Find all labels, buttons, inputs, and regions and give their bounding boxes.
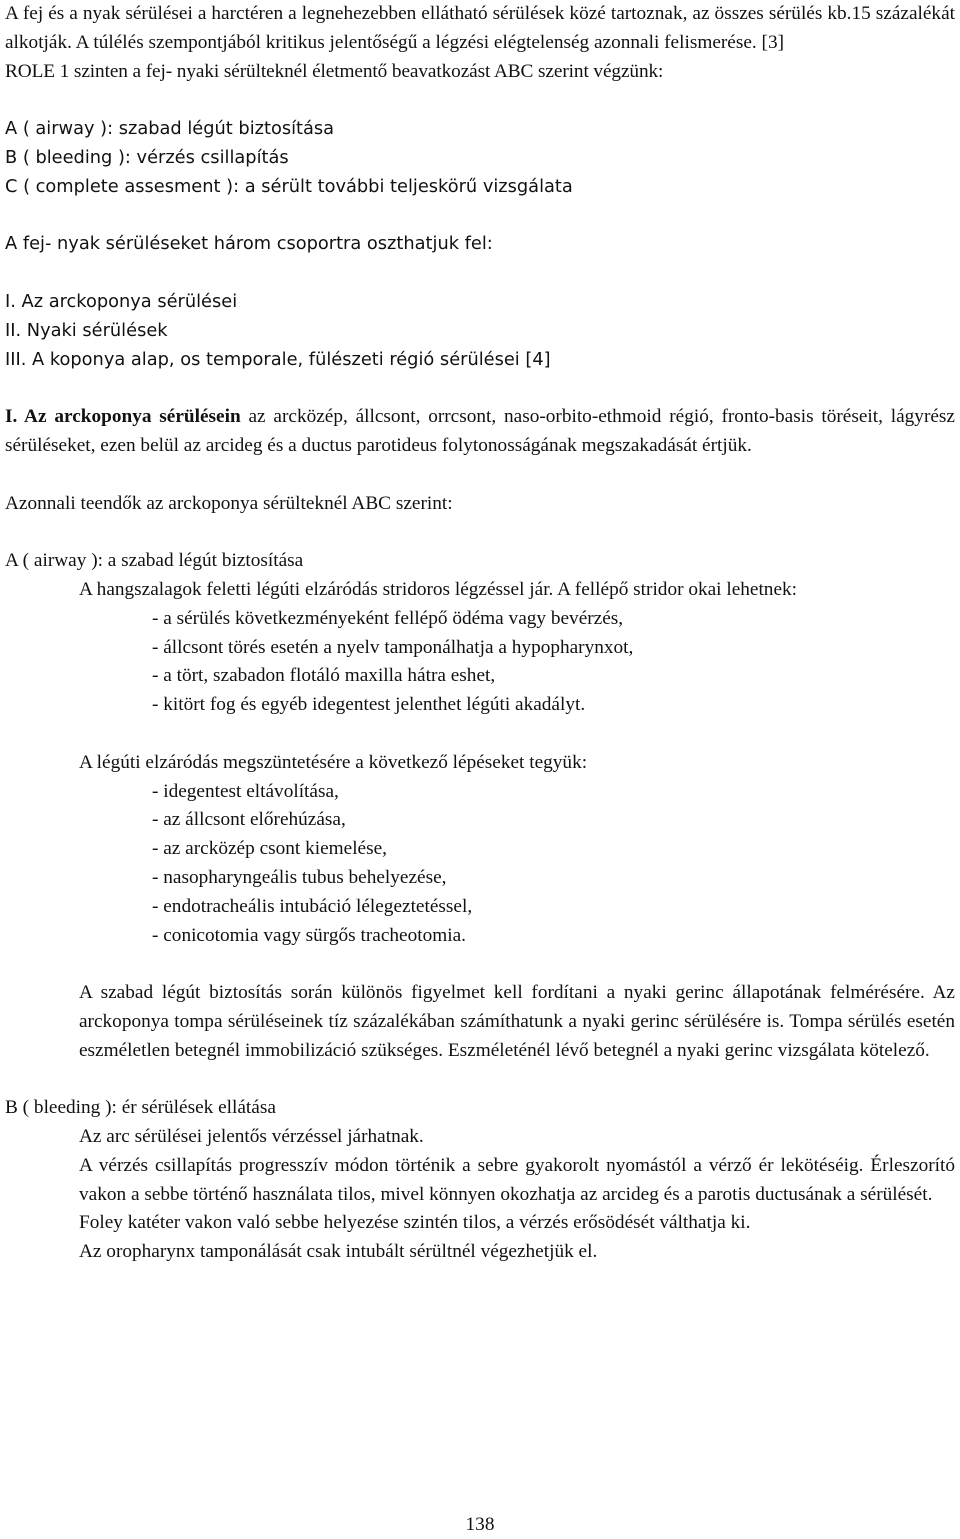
bleeding-heading: B ( bleeding ): ér sérülések ellátása: [5, 1097, 276, 1119]
section1-text: az arcközép, állcsont, orrcsont, naso-orbito-ethmoid régió, fronto-basis töréseit, lágyrész sérüléseket, ezen belül az arcideg és a ductus parotideus folytonosságának megszakadását értjük.: [5, 406, 955, 456]
section1-lead: I. Az arckoponya sérülésein: [5, 406, 241, 428]
abc-item: A ( airway ): szabad légút biztosítása: [5, 118, 335, 140]
bleeding-line: Az oropharynx tamponálását csak intubált sérültnél végezhetjük el.: [79, 1241, 598, 1263]
intro-paragraph: A fej és a nyak sérülései a harctéren a legnehezebben ellátható sérülések közé tartoznak, az összes sérülés kb.15 százalékát alkotják. A túlélés szempontjából kritikus jelentőségű a légzési elégtelenség azonnali felismerése. [3]: [5, 3, 955, 53]
airway-step: - endotracheális intubáció lélegeztetéssel,: [152, 895, 473, 917]
stridor-cause: - a sérülés következményeként fellépő ödéma vagy bevérzés,: [152, 607, 624, 629]
immediate-tasks-heading: Azonnali teendők az arckoponya sérülteknél ABC szerint:: [5, 492, 453, 514]
bleeding-line: Az arc sérülései jelentős vérzéssel járhatnak.: [79, 1126, 424, 1148]
group-item: I. Az arckoponya sérülései: [5, 290, 238, 312]
stridor-cause: - a tört, szabadon flotáló maxilla hátra eshet,: [152, 665, 496, 687]
steps-intro: A légúti elzáródás megszüntetésére a következő lépéseket tegyük:: [79, 751, 588, 773]
groups-intro: A fej- nyak sérüléseket három csoportra oszthatjuk fel:: [5, 233, 493, 255]
airway-step: - conicotomia vagy sürgős tracheotomia.: [152, 924, 466, 946]
airway-step: - idegentest eltávolítása,: [152, 780, 339, 802]
airway-step: - az arcközép csont kiemelése,: [152, 838, 387, 860]
abc-item: C ( complete assesment ): a sérült további teljeskörű vizsgálata: [5, 175, 573, 197]
bleeding-line: A vérzés csillapítás progresszív módon történik a sebre gyakorolt nyomástól a vérző ér lekötéséig. Érleszorító vakon a sebbe történő használata tilos, mivel könnyen okozhatja az arcideg és a parotis ductusának a sérülését.: [79, 1154, 955, 1205]
stridor-cause: - állcsont törés esetén a nyelv tamponálhatja a hypopharynxot,: [152, 636, 634, 658]
group-item: III. A koponya alap, os temporale, fülészeti régió sérülései [4]: [5, 348, 551, 370]
airway-step: - nasopharyngeális tubus behelyezése,: [152, 866, 447, 888]
spine-note: A szabad légút biztosítás során különös figyelmet kell fordítani a nyaki gerinc állapotának felmérésére. Az arckoponya tompa sérüléseinek tíz százalékában számíthatunk a nyaki gerinc sérülésére is. Tompa sérülés esetén eszméletlen betegnél immobilizáció szükséges. Eszméleténél lévő betegnél a nyaki gerinc vizsgálata kötelező.: [79, 982, 955, 1061]
document-page: [5, 0, 955, 1267]
role-line: ROLE 1 szinten a fej- nyaki sérülteknél életmentő beavatkozást ABC szerint végzünk:: [5, 60, 664, 82]
airway-heading: A ( airway ): a szabad légút biztosítása: [5, 550, 304, 572]
page-number: 138: [465, 1514, 495, 1535]
group-item: II. Nyaki sérülések: [5, 319, 168, 341]
stridor-text: A hangszalagok feletti légúti elzáródás stridoros légzéssel jár. A fellépő stridor okai lehetnek:: [79, 578, 798, 600]
section1-paragraph: [5, 403, 955, 461]
airway-step: - az állcsont előrehúzása,: [152, 809, 346, 831]
abc-item: B ( bleeding ): vérzés csillapítás: [5, 146, 289, 168]
bleeding-line: Foley katéter vakon való sebbe helyezése szintén tilos, a vérzés erősödését válthatja ki.: [79, 1212, 751, 1234]
stridor-cause: - kitört fog és egyéb idegentest jelenthet légúti akadályt.: [152, 694, 586, 716]
